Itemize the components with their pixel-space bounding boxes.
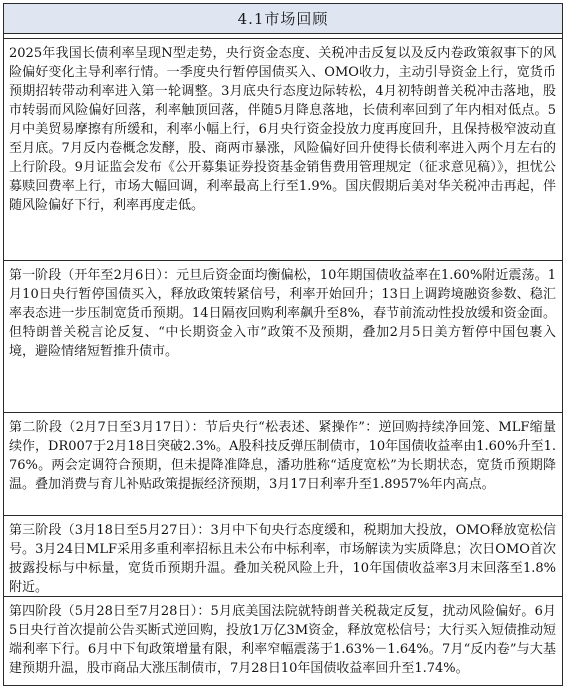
stage-2-text: 第二阶段（2月7日至3月17日）：节后央行“松表述、紧操作”：逆回购持续净回笼、MLF缩量续作，DR007于2月18日突破2.3%。A股科技反弹压制债市，10年国债收益率由1.60%升至1.76%。两会定调符合预期，但未提降准降息，潘功胜称“适度宽松”为长期状态，宽货币预期降温。叠加消费与育儿补贴政策提振经济预期，3月17日利率升至1.8957%年内高点。 (9, 420, 556, 492)
stage-4-text: 第四阶段（5月28日至7月28日）：5月底美国法院就特朗普关税裁定反复，扰动风险偏好。6月5日央行首次提前公告买断式逆回购，投放1万亿3M资金，释放宽松信号；大行买入短债推动短端利率下行。6月中下旬政策增量有限，利率窄幅震荡于1.63%－1.64%。7月“反内卷”与大基建预期升温，股市商品大涨压制债市，7月28日10年国债收益率回升至1.74%。 (9, 604, 556, 676)
overview-text: 2025年我国长债利率呈现N型走势，央行资金态度、关税冲击反复以及反内卷政策叙事下的风险偏好变化主导利率行情。一季度央行暂停国债买入、OMO收力，主动引导资金上行，宽货币预期招转带动利率进入第一轮调整。3月底央行态度边际转松，4月初特朗普关税冲击落地，股市转弱而风险偏好回落，利率触顶回落，伴随5月降息落地，长债利率回到了年内相对低点。5月中美贸易摩擦有所缓和，利率小幅上行，6月央行资金投放力度再度回升，且保持极窄波动直至月底。7月反内卷概念发酵，股、商两市暴涨，风险偏好回升使得长债利率进入两个月左右的上行阶段。9月证监会发布《公开募集证券投资基金销售费用管理规定（征求意见稿）》，担忧公募赎回费率上行，市场大幅回调，利率最高上行至1.9%。国庆假期后美对华关税冲击再起，伴随风险偏好下行，利率再度走低。 (9, 46, 556, 213)
stage-4-paragraph (4, 597, 562, 686)
overview-paragraph (4, 39, 562, 261)
stage-3-paragraph (4, 516, 562, 597)
stage-1-text: 第一阶段（开年至2月6日）：元旦后资金面均衡偏松，10年期国债收益率在1.60%附近震荡。1月10日央行暂停国债买入，释放政策转紧信号，利率开始回升；13日上调跨境融资参数、稳汇率表态进一步压制宽货币预期。14日隔夜回购利率飙升至8%，春节前流动性投放缓和资金面。但特朗普关税言论反复、“中长期资金入市”政策不及预期，叠加2月5日美方暂停中国包裹入境，避险情绪短暂推升债市。 (9, 268, 556, 359)
section-title: 4.1市场回顾 (237, 10, 329, 28)
stage-3-text: 第三阶段（3月18日至5月27日）：3月中下旬央行态度缓和，税期加大投放，OMO释放宽松信号。3月24日MLF采用多重利率招标且未公布中标利率，市场解读为实质降息；次日OMO首次披露投标与中标量，宽货币预期升温。叠加关税风险上升，10年国债收益率3月末回落至1.8%附近。 (9, 523, 556, 595)
market-review-document (3, 3, 563, 686)
stage-2-paragraph (4, 413, 562, 516)
section-title-bar (4, 4, 562, 34)
stage-1-paragraph (4, 261, 562, 413)
